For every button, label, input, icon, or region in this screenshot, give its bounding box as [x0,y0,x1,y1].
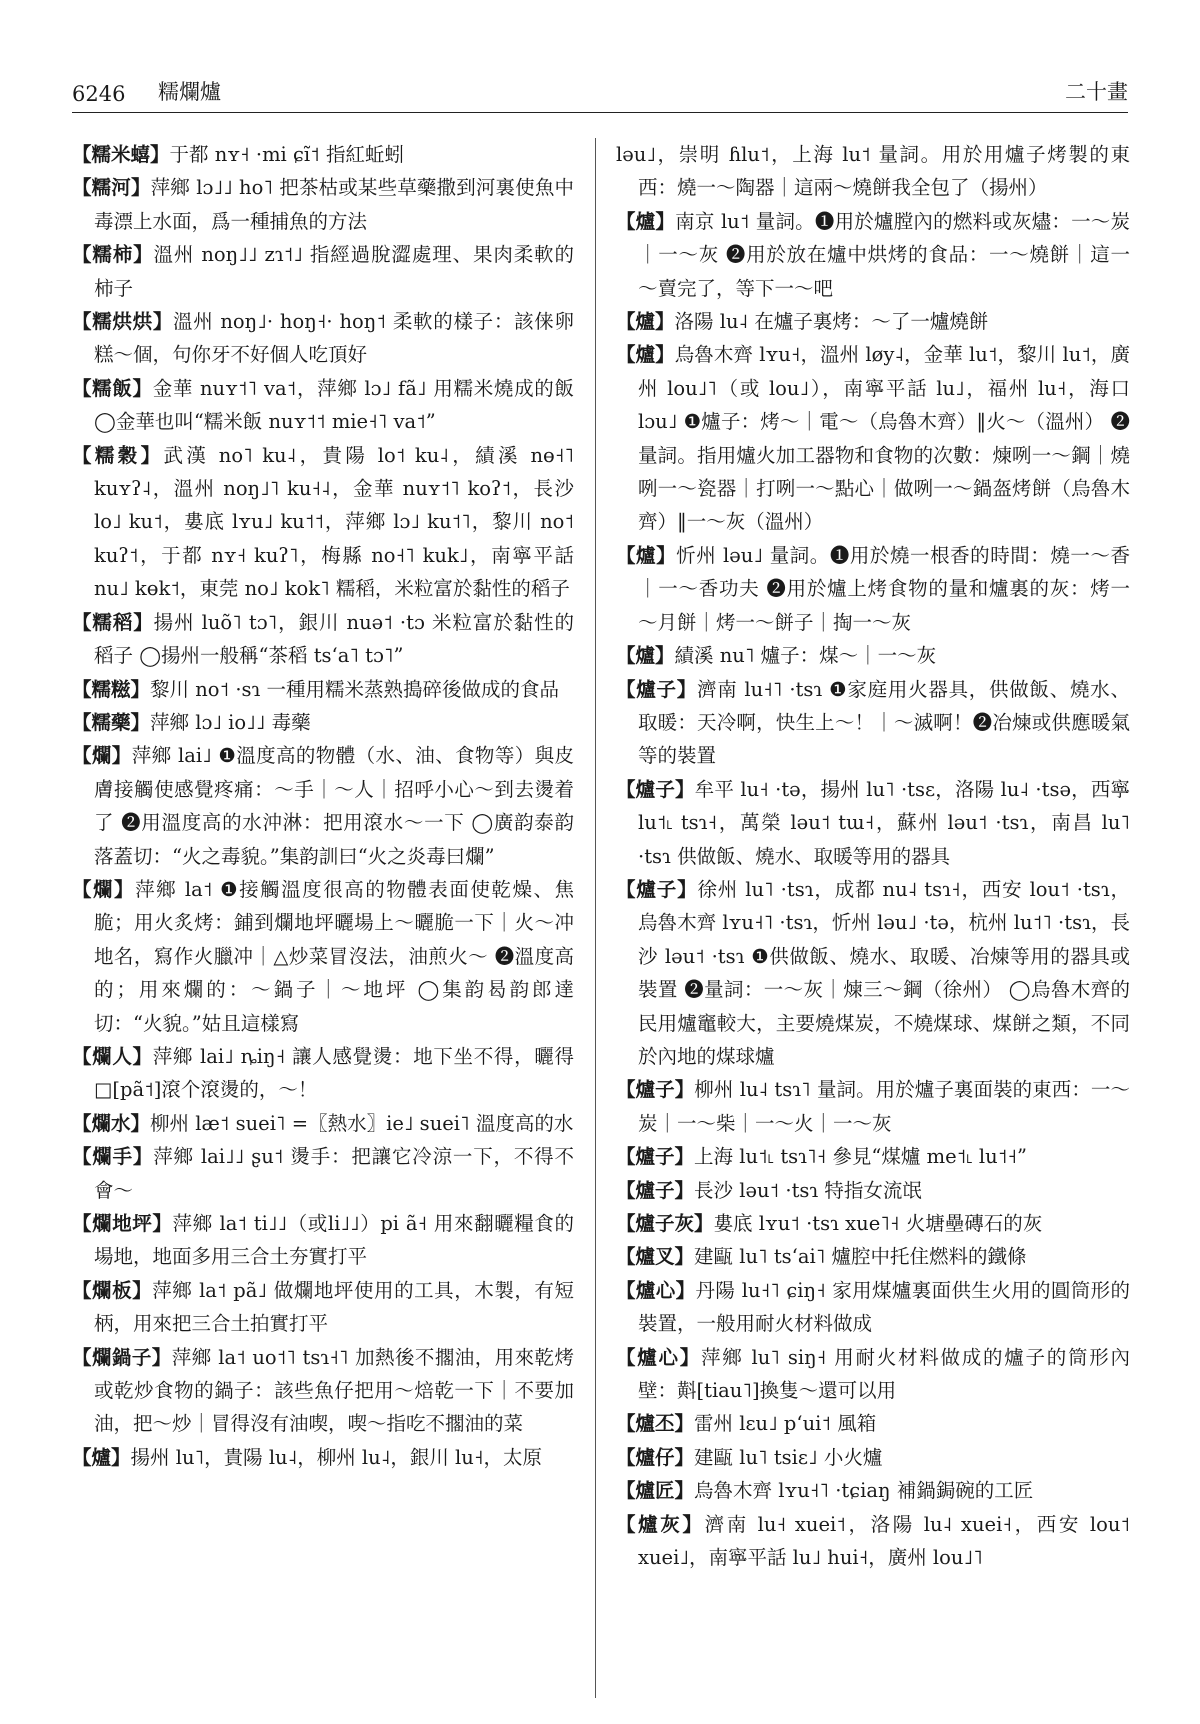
dictionary-entry [72,1207,574,1274]
dictionary-entry [616,205,1130,305]
dictionary-entry [72,673,574,706]
entry-headword: 【爐子】 [616,1145,695,1169]
entry-headword: 【爐】 [616,644,675,668]
dictionary-entry [72,873,574,1040]
entry-headword: 【爐子灰】 [616,1212,714,1235]
dictionary-entry [616,1474,1130,1507]
entry-headword: 【糯柿】 [72,243,154,267]
entry-text: 績溪 nu˥ 爐子：煤～｜一～灰 [674,644,937,668]
entry-headword: 【爐】 [616,543,677,567]
page-header [72,72,1128,113]
dictionary-entry [72,739,574,873]
dictionary-entry [72,1274,574,1341]
entry-headword: 【爛板】 [72,1278,153,1302]
entry-headword: 【爐子】 [616,777,695,801]
entry-text: 溫州 noŋ˩· hoŋ˧· hoŋ˦ 柔軟的樣子：該俫卵糕～個，句你牙不好個人吃頂好 [94,310,574,367]
entry-headword: 【爛】 [72,744,132,768]
entry-text: 建甌 lu˥ tsʻai˥ 爐腔中托住燃料的鐵條 [694,1245,1027,1269]
entry-headword: 【爛】 [72,877,136,901]
dictionary-entry [616,1407,1130,1440]
dictionary-entry [72,1040,574,1107]
dictionary-entry [72,439,574,606]
entry-text: 萍鄉 lu˥ siŋ˧ 用耐火材料做成的爐子的筒形內壁：斢[tiau˥]換隻～還可以用 [638,1345,1130,1403]
dictionary-entry [616,1140,1130,1173]
entry-text: 揚州 lu˥，貴陽 lu˨，柳州 lu˨，銀川 lu˧，太原 [130,1445,542,1469]
entry-headword: 【爐】 [616,343,675,367]
entry-headword: 【爐子】 [616,877,698,901]
dictionary-entry [616,1441,1130,1474]
entry-headword: 【糯糍】 [72,677,151,701]
entry-text: 烏魯木齊 lʏu˧，溫州 løy˨，金華 lu˦，黎川 lu˦，廣州 lou˩˥（或 lou˩），南寧平話 lu˩，福州 lu˧，海口 lɔu˩ ❶爐子：烤～｜電～（烏魯木齊）‖火～（溫州） ❷量詞。指用爐火加工器物和食物的次數：煉咧一～鋼｜燒咧一～瓷器｜打咧一～點心｜做咧一～鍋盔烤餅（烏魯木齊）‖一～灰（溫州） [638,343,1130,534]
entry-headword: 【爐子】 [616,1178,695,1202]
dictionary-entry [616,1240,1130,1273]
dictionary-entry [616,338,1130,538]
dictionary-entry [616,873,1130,1073]
dictionary-entry [72,706,574,739]
dictionary-entry [616,138,1130,205]
entry-text: 婁底 lʏu˦ ·tsɿ xue˥˧ 火塘壘磚石的灰 [713,1212,1043,1235]
dictionary-entry [616,305,1130,338]
entry-text: 洛陽 lu˨ 在爐子裏烤：～了一爐燒餅 [674,310,989,334]
dictionary-entry [72,138,574,171]
entry-headword: 【糯稻】 [72,610,154,634]
entry-headword: 【爐】 [616,310,675,334]
entry-text: 萍鄉 la˦ ❶接觸溫度很高的物體表面使乾燥、焦脆；用火炙烤：鋪到爛地坪曬場上～曬脆一下｜火～冲地名，寫作火臘冲｜△炒菜冒沒法，油煎火～ ❷溫度高的；用來爛的：～鍋子｜～地坪 ◯集韵曷韵郎達切：“火貌。”姑且這樣寫 [94,877,574,1035]
dictionary-entry [616,1073,1130,1140]
entry-headword: 【爐匠】 [616,1479,695,1503]
dictionary-entry [72,372,574,439]
dictionary-entry [72,606,574,673]
entry-text: 烏魯木齊 lʏu˧˥ ·tɕiaŋ 補鍋鋦碗的工匠 [694,1479,1034,1503]
entry-text: 揚州 luõ˥ tɔ˥，銀川 nuə˦ ·tɔ 米粒富於黏性的稻子 ◯揚州一般稱“茶稻 tsʻa˥ tɔ˥” [94,610,574,668]
entry-headword: 【爐叉】 [616,1245,695,1269]
dictionary-entry [616,1341,1130,1408]
entry-text: 雷州 lɛu˩ pʻui˦ 風箱 [694,1412,877,1436]
dictionary-entry [72,1107,574,1140]
entry-text: 建甌 lu˥ tsiɛ˩ 小火爐 [694,1445,883,1469]
dictionary-entry [616,1508,1130,1575]
entry-text: ləu˩，崇明 ɦlu˦，上海 lu˦ 量詞。用於用爐子烤製的東西：燒一～陶器｜這兩～燒餅我全包了（揚州） [616,143,1130,200]
page-number: 6246 [72,82,126,106]
entry-text: 萍鄉 lɔ˩˩ ho˥ 把茶枯或某些草藥撒到河裏使魚中毒漂上水面，爲一種捕魚的方法 [94,176,574,233]
entry-text: 萍鄉 lai˩ ȵiŋ˧ 讓人感覺燙：地下坐不得，曬得□[pã˦]滾个滾燙的，～！ [94,1044,574,1102]
entry-headword: 【糯烘烘】 [72,310,174,334]
dictionary-entry [72,1441,574,1474]
entry-headword: 【爐心】 [616,1345,702,1369]
left-column [72,138,574,1698]
dictionary-entry [616,773,1130,873]
entry-text: 丹陽 lu˧˥ ɕiŋ˧ 家用煤爐裏面供生火用的圓筒形的裝置，一般用耐火材料做成 [638,1278,1130,1336]
entry-text: 于都 nʏ˧ ·mi ɕĩ˦ 指紅蚯蚓 [169,143,404,166]
entry-text: 黎川 no˦ ·sɿ 一種用糯米蒸熟搗碎後做成的食品 [150,677,560,701]
entry-headword: 【爛地坪】 [72,1212,173,1235]
entry-headword: 【爛水】 [72,1111,151,1135]
entry-text: 萍鄉 lɔ˩ io˩˩ 毒藥 [150,710,311,734]
entry-text: 徐州 lu˥ ·tsɿ，成都 nu˨ tsɿ˧，西安 lou˦ ·tsɿ，烏魯木齊 lʏu˧˥ ·tsɿ，忻州 ləu˩ ·tə，杭州 lu˦˥ ·tsɿ，長沙 ləu˦ ·tsɿ ❶供做飯、燒水、取暖、冶煉等用的器具或裝置 ❷量詞：一～灰｜煉三～鋼（徐州） ◯烏魯木齊的民用爐竈較大，主要燒煤炭，不燒煤球、煤餅之類，不同於內地的煤球爐 [638,877,1130,1068]
entry-headword: 【爐仔】 [616,1445,695,1469]
entry-text: 金華 nuʏ˦˥ va˦，萍鄉 lɔ˩ fã˩ 用糯米燒成的飯 ◯金華也叫“糯米飯 nuʏ˦˦ mie˧˥ va˦” [94,376,574,434]
entry-text: 溫州 noŋ˩˩ zɿ˦˩ 指經過脫澀處理、果肉柔軟的柿子 [94,243,574,300]
dictionary-entry [72,171,574,238]
dictionary-entry [616,673,1130,773]
entry-headword: 【糯河】 [72,176,151,200]
entry-text: 萍鄉 lai˩˩ ʂu˦ 燙手：把讓它冷涼一下，不得不會～ [94,1145,574,1202]
entry-text: 牟平 lu˧ ·tə，揚州 lu˥ ·tsɛ，洛陽 lu˨ ·tsə，西寧 lu˦˪ tsɿ˧，萬榮 ləu˦ tɯ˧，蘇州 ləu˦ ·tsɿ，南昌 lu˥ ·tsɿ 供做飯、燒水、取暖等用的器具 [638,777,1130,868]
entry-text: 濟南 lu˧˥ ·tsɿ ❶家庭用火器具，供做飯、燒水、取暖：天冷啊，快生上～！｜～滅啊！❷冶煉或供應暖氣等的裝置 [638,677,1130,768]
dictionary-entry [616,639,1130,672]
entry-text: 萍鄉 lai˩ ❶溫度高的物體（水、油、食物等）與皮膚接觸使感覺疼痛：～手｜～人｜招呼小心～到去燙着了 ❷用溫度高的水沖淋：把用滾水～一下 ◯廣韵泰韵落蓋切：“火之毒貌。”集韵訓曰“火之炎毒曰爛” [94,744,574,868]
entry-headword: 【爛鍋子】 [72,1345,172,1369]
dictionary-entry [72,305,574,372]
dictionary-entry [616,1207,1130,1240]
dictionary-entry [72,1341,574,1441]
entry-headword: 【爐子】 [616,1078,695,1102]
entry-headword: 【糯穀】 [72,443,164,467]
header-characters: 糯爛爐 [158,80,221,104]
entry-headword: 【爛手】 [72,1145,154,1169]
entry-text: 南京 lu˦ 量詞。❶用於爐膛內的燃料或灰燼：一～炭｜一～灰 ❷用於放在爐中烘烤的食品：一～燒餅｜這一～賣完了，等下一～吧 [638,209,1130,300]
entry-headword: 【爐丕】 [616,1412,695,1436]
entry-text: 柳州 læ˦ suei˥ =〖熱水〗ie˩ suei˥ 溫度高的水 [150,1111,574,1135]
dictionary-entry [616,1174,1130,1207]
right-column [616,138,1130,1698]
entry-headword: 【爐子】 [616,677,697,701]
dictionary-entry [72,238,574,305]
entry-text: 武漢 no˥ ku˨，貴陽 lo˦ ku˨，績溪 nɵ˧˥ kuʏʔ˨，溫州 noŋ˩˥ ku˧˨，金華 nuʏ˦˥ koʔ˦，長沙 lo˩ ku˦，婁底 lʏu˩ ku˦˦，萍鄉 lɔ˩ ku˦˥，黎川 no˦ kuʔ˦，于都 nʏ˧ kuʔ˥，梅縣 no˧˥ kuk˩，南寧平話 nu˩ kɵk˦，東莞 no˩ kok˥ 糯稻，米粒富於黏性的稻子 [94,443,574,601]
entry-headword: 【糯米蟢】 [72,143,170,166]
column-divider [595,138,596,1698]
entry-headword: 【糯飯】 [72,376,153,400]
entry-headword: 【爐心】 [616,1278,696,1302]
entry-text: 長沙 ləu˦ ·tsɿ 特指女流氓 [694,1178,922,1202]
entry-headword: 【爐灰】 [616,1512,705,1536]
dictionary-entry [616,1274,1130,1341]
dictionary-entry [616,539,1130,639]
entry-headword: 【爐】 [616,209,676,233]
entry-text: 濟南 lu˧ xuei˦，洛陽 lu˨ xuei˧，西安 lou˦ xuei˩，南寧平話 lu˩ hui˧，廣州 lou˩˥ [638,1512,1130,1570]
stroke-section-label: 二十畫 [1065,80,1128,104]
entry-headword: 【爛人】 [72,1044,153,1068]
entry-text: 忻州 ləu˩ 量詞。❶用於燒一根香的時間：燒一～香｜一～香功夫 ❷用於爐上烤食物的量和爐裏的灰：烤一～月餅｜烤一～餅子｜掏一～灰 [638,543,1130,634]
entry-text: 柳州 lu˨ tsɿ˥ 量詞。用於爐子裏面裝的東西：一～炭｜一～柴｜一～火｜一～灰 [638,1078,1130,1135]
entry-text: 萍鄉 la˦ uo˦˥ tsɿ˧˥ 加熱後不擱油，用來乾烤或乾炒食物的鍋子：該些魚仔把用～焙乾一下｜不要加油，把～炒｜冒得沒有油喫，喫～指吃不擱油的菜 [94,1345,574,1436]
entry-headword: 【爐】 [72,1445,131,1469]
entry-text: 萍鄉 la˦ ti˩˩（或li˩˩）pi ã˧ 用來翻曬糧食的場地，地面多用三合土夯實打平 [94,1212,574,1269]
entry-text: 上海 lu˦˪ tsɿ˥˧ 參見“煤爐 me˦˪ lu˦˧” [694,1145,1027,1169]
entry-headword: 【糯藥】 [72,710,151,734]
entry-text: 萍鄉 la˦ pã˩ 做爛地坪使用的工具，木製，有短柄，用來把三合土拍實打平 [94,1278,574,1336]
dictionary-entry [72,1140,574,1207]
